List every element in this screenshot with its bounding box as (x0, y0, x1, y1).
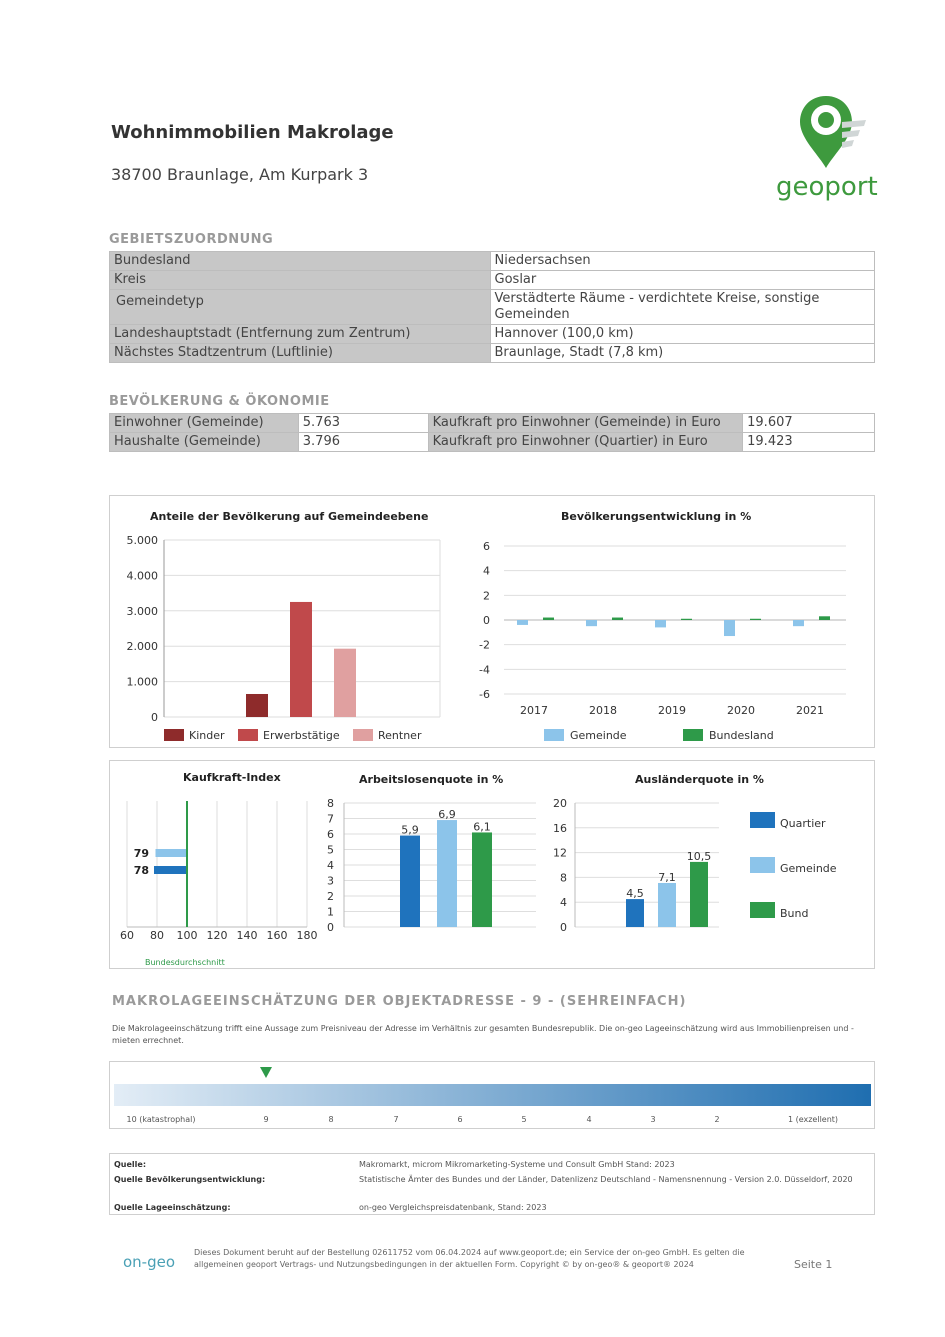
bar (517, 620, 528, 625)
footer-text: Dieses Dokument beruht auf der Bestellung 02611752 vom 06.04.2024 auf www.geoport.de; ein Service der on-geo GmbH. Es gelten die allgemeinen geoport Vertrags- und Nutzungsbedingungen in der aktuellen Form. Copyright © by on-geo® & geoport® 2024 (194, 1248, 745, 1269)
row-value: 19.607 (743, 414, 875, 433)
table-row (110, 271, 875, 290)
bar (690, 862, 708, 927)
population-share-chart (110, 496, 455, 748)
bar (793, 620, 804, 626)
legend-swatch (683, 729, 703, 741)
bar (400, 836, 420, 927)
assessment-scale-box (109, 1061, 875, 1129)
y-tick-label: 5.000 (126, 534, 158, 547)
assessment-heading: MAKROLAGEEINSCHÄTZUNG DER OBJEKTADRESSE - 9 - (SEHREINFACH) (112, 994, 687, 1009)
scale-label: 8 (328, 1115, 334, 1124)
y-tick-label: 5 (327, 843, 334, 857)
document-title: Wohnimmobilien Makrolage (111, 122, 394, 143)
row-label: Einwohner (Gemeinde) (110, 414, 299, 433)
economy-charts-box (109, 760, 875, 969)
gebiet-table (109, 251, 875, 363)
y-tick-label: 1.000 (126, 675, 158, 689)
row-value: Verstädterte Räume - verdichtete Kreise, sonstige Gemeinden (490, 290, 874, 325)
scale-label: 6 (457, 1115, 463, 1124)
bar (334, 649, 356, 717)
y-tick-label: 2 (327, 890, 334, 903)
x-tick-label: 2019 (658, 704, 686, 717)
source-label: Quelle Lageeinschätzung: (114, 1203, 231, 1212)
y-tick-label: 4 (560, 896, 567, 910)
geoport-logo-icon (798, 92, 868, 170)
chart-title: Arbeitslosenquote in % (359, 773, 504, 786)
bar (612, 618, 623, 620)
legend-swatch (750, 902, 775, 918)
bar (750, 619, 761, 620)
y-tick-label: 1 (327, 905, 334, 919)
y-tick-label: 4 (483, 564, 490, 578)
legend-swatch (750, 857, 775, 873)
section-heading-gebiet: GEBIETSZUORDNUNG (109, 232, 274, 247)
row-value: Niedersachsen (490, 252, 874, 271)
source-value: on-geo Vergleichspreisdatenbank, Stand: 2023 (359, 1203, 547, 1212)
bar (681, 619, 692, 620)
source-value: Makromarkt, microm Mikromarketing-Systeme und Consult GmbH Stand: 2023 (359, 1160, 675, 1169)
table-row (110, 290, 875, 325)
logo-wordmark: geoport (776, 172, 878, 202)
bar (154, 866, 187, 874)
row-label: Nächstes Stadtzentrum (Luftlinie) (110, 344, 491, 363)
assessment-scale (110, 1062, 874, 1128)
bar (156, 849, 188, 857)
bar (437, 820, 457, 927)
source-value: Statistische Ämter des Bundes und der Länder, Datenlizenz Deutschland - Namensnennung - Version 2.0. Düsseldorf, 2020 (359, 1175, 853, 1184)
chart-title: Bevölkerungsentwicklung in % (561, 510, 752, 523)
geoport-logo-text (776, 172, 878, 202)
row-value: Hannover (100,0 km) (490, 325, 874, 344)
y-tick-label: 4.000 (126, 569, 158, 583)
x-tick-label: 80 (150, 929, 164, 942)
y-tick-label: -6 (479, 688, 490, 701)
row-value: Braunlage, Stadt (7,8 km) (490, 344, 874, 363)
row-value: Goslar (490, 271, 874, 290)
x-tick-label: 160 (266, 929, 288, 942)
scale-label: 4 (586, 1115, 592, 1124)
foreigner-quota-chart (545, 761, 875, 969)
source-label: Quelle: (114, 1160, 147, 1169)
chart-title: Ausländerquote in % (635, 773, 764, 786)
kaufkraft-index-chart (110, 761, 320, 969)
legend-swatch (353, 729, 373, 741)
data-label: 6,9 (438, 808, 456, 822)
y-tick-label: 0 (151, 711, 158, 724)
row-label: Haushalte (Gemeinde) (110, 433, 299, 452)
bar (472, 832, 492, 927)
y-tick-label: 8 (560, 871, 567, 885)
y-tick-label: 0 (483, 614, 490, 627)
y-tick-label: -2 (479, 638, 490, 652)
row-label: Gemeindetyp (110, 290, 491, 325)
bar (543, 618, 554, 620)
x-tick-label: 60 (120, 929, 134, 942)
on-geo-logo: on-geo (123, 1253, 176, 1271)
population-charts-box (109, 495, 875, 748)
y-tick-label: 0 (327, 921, 334, 934)
row-value: 19.423 (743, 433, 875, 452)
unemployment-chart (320, 761, 545, 969)
x-tick-label: 140 (236, 929, 258, 942)
legend-label: Gemeinde (780, 862, 837, 875)
y-tick-label: 0 (560, 921, 567, 934)
scale-label: 2 (714, 1115, 720, 1124)
scale-label: 5 (521, 1115, 527, 1124)
y-tick-label: 2 (483, 589, 490, 603)
legend-swatch (164, 729, 184, 741)
population-development-chart (460, 496, 874, 748)
legend-label: Gemeinde (570, 729, 627, 742)
bar (290, 602, 312, 717)
legend-swatch (544, 729, 564, 741)
current-position-marker-icon (260, 1067, 272, 1078)
legend-swatch (750, 812, 775, 828)
data-label: 78 (133, 864, 149, 877)
source-label: Quelle Bevölkerungsentwicklung: (114, 1175, 266, 1184)
x-tick-label: 2018 (589, 704, 617, 717)
legend-label: Bundesland (709, 729, 774, 742)
y-tick-label: 6 (483, 540, 490, 553)
page-number: Seite 1 (794, 1258, 833, 1271)
x-tick-label: 120 (206, 929, 228, 942)
scale-label: 1 (exzellent) (787, 1115, 839, 1124)
scale-label: 3 (650, 1115, 656, 1124)
data-label: 7,1 (658, 870, 676, 884)
row-label: Landeshauptstadt (Entfernung zum Zentrum) (110, 325, 491, 344)
table-row (110, 325, 875, 344)
bar (724, 620, 735, 636)
y-tick-label: 3 (327, 874, 334, 888)
legend-label: Rentner (378, 729, 422, 742)
row-label: Kreis (110, 271, 491, 290)
y-tick-label: 8 (327, 797, 334, 810)
bevoelkerung-table (109, 413, 875, 452)
table-row (110, 252, 875, 271)
x-tick-label: 2017 (520, 704, 548, 717)
legend-label: Bund (780, 907, 809, 920)
section-heading-bevoelkerung: BEVÖLKERUNG & ÖKONOMIE (109, 394, 330, 409)
data-label: 6,1 (473, 820, 491, 834)
data-label: 79 (133, 847, 149, 860)
bar (819, 616, 830, 620)
y-tick-label: 7 (327, 812, 334, 826)
table-row (110, 344, 875, 363)
legend-label: Erwerbstätige (263, 729, 340, 742)
legend-label: Quartier (780, 817, 826, 830)
sources-box (109, 1153, 875, 1215)
x-tick-label: 2020 (727, 704, 755, 717)
y-tick-label: 4 (327, 859, 334, 872)
x-tick-label: 180 (296, 929, 318, 942)
row-value: 3.796 (298, 433, 428, 452)
data-label: 10,5 (686, 849, 712, 863)
object-address: 38700 Braunlage, Am Kurpark 3 (111, 165, 369, 184)
data-label: 4,5 (626, 887, 644, 901)
table-row (110, 433, 875, 452)
bar (655, 620, 666, 627)
scale-label: 9 (263, 1115, 269, 1124)
bar (658, 883, 676, 927)
x-tick-label: 2021 (796, 704, 824, 717)
bar (586, 620, 597, 626)
legend-label: Kinder (189, 729, 225, 742)
scale-label: 7 (393, 1115, 399, 1124)
bar (246, 694, 268, 717)
scale-label: 10 (katastrophal) (126, 1115, 196, 1124)
legend-swatch (238, 729, 258, 741)
chart-title: Kaufkraft-Index (183, 771, 281, 784)
y-tick-label: 6 (327, 828, 334, 841)
row-label: Kaufkraft pro Einwohner (Gemeinde) in Euro (428, 414, 743, 433)
reference-label: Bundesdurchschnitt (145, 958, 225, 967)
row-label: Bundesland (110, 252, 491, 271)
chart-title: Anteile der Bevölkerung auf Gemeindeebene (150, 510, 429, 523)
y-tick-label: 12 (553, 846, 567, 860)
y-tick-label: 3.000 (126, 604, 158, 618)
data-label: 5,9 (401, 823, 419, 837)
y-tick-label: 16 (553, 821, 567, 835)
row-label: Kaufkraft pro Einwohner (Quartier) in Euro (428, 433, 743, 452)
y-tick-label: 20 (553, 797, 567, 810)
gradient-bar (114, 1084, 871, 1106)
table-row (110, 414, 875, 433)
x-tick-label: 100 (176, 929, 198, 942)
y-tick-label: -4 (479, 663, 490, 677)
row-value: 5.763 (298, 414, 428, 433)
bar (626, 899, 644, 927)
y-tick-label: 2.000 (126, 640, 158, 654)
assessment-description: Die Makrolageeinschätzung trifft eine Aussage zum Preisniveau der Adresse im Verhältnis zur gesamten Bundesrepublik. Die on-geo Lageeinschätzung wird aus Immobilienpreisen und -mieten errechnet. (112, 1024, 854, 1045)
